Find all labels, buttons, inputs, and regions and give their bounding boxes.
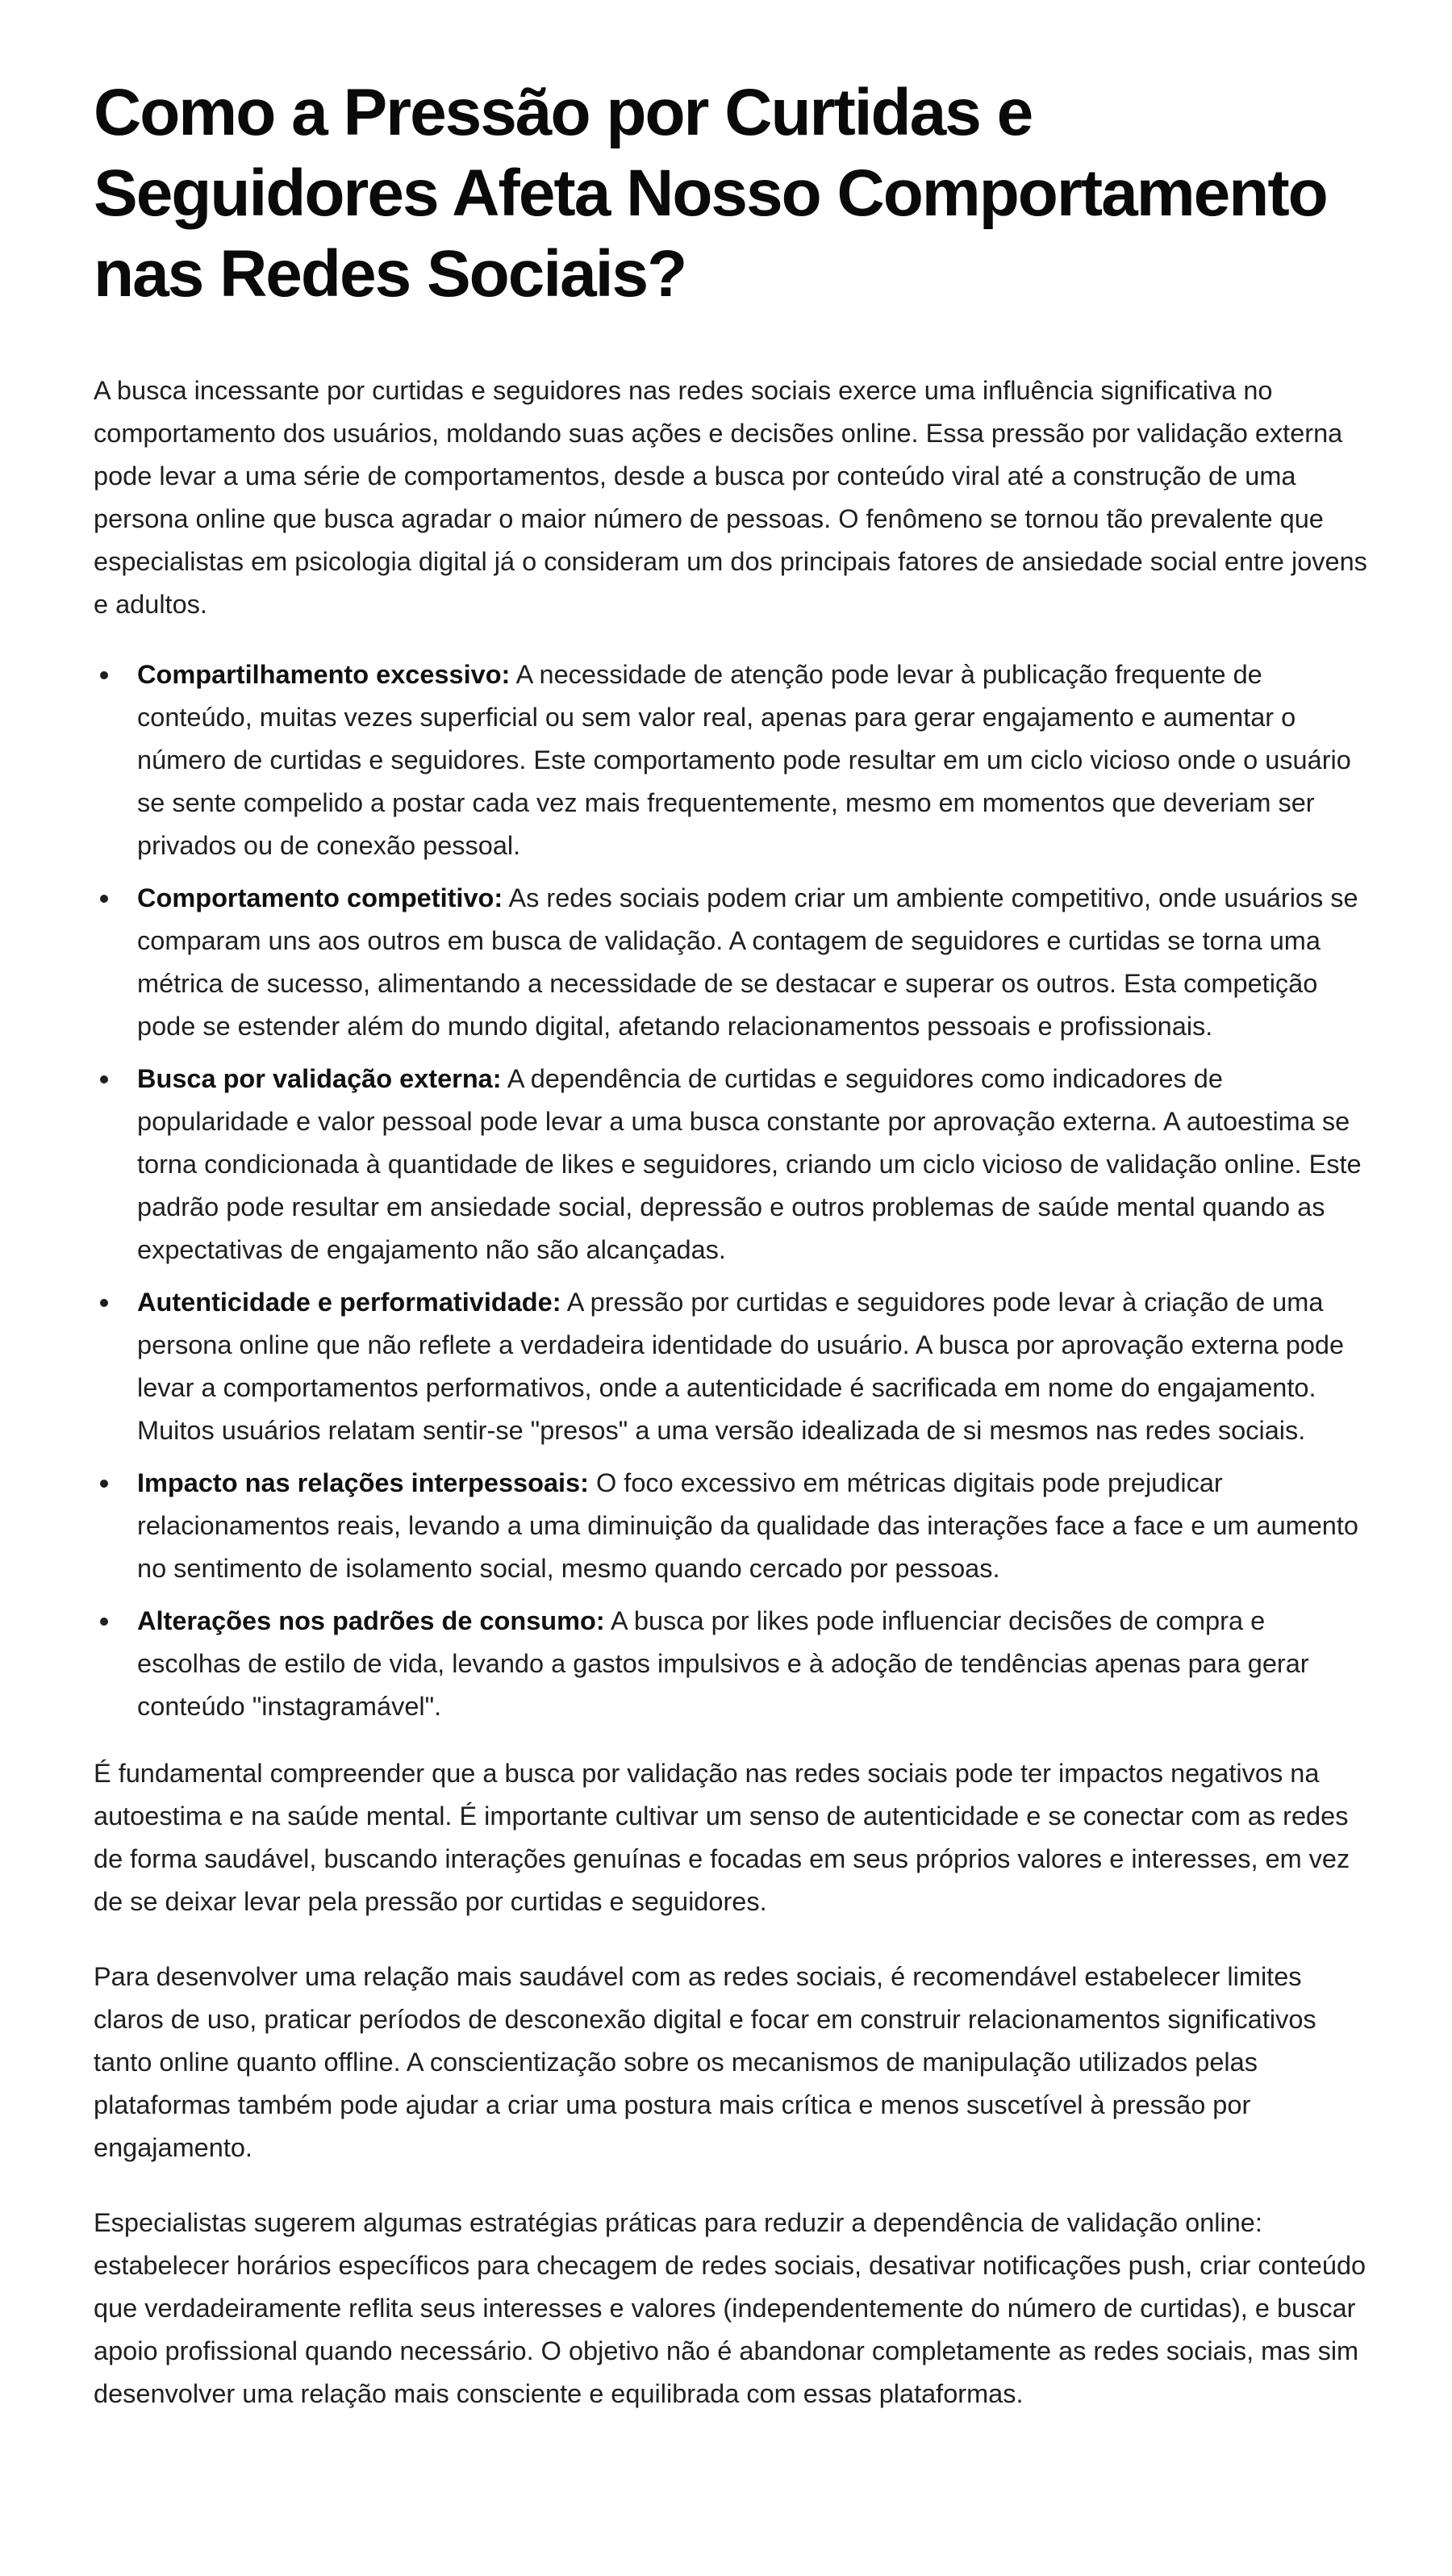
list-item-term: Comportamento competitivo: [137, 883, 503, 912]
list-item [94, 1281, 1368, 1452]
list-item-text: A dependência de curtidas e seguidores como indicadores de popularidade e valor pessoal pode levar a uma busca constante por aprovação externa. A autoestima se torna condicionada à quantidade de likes e seguidores, criando um ciclo vicioso de validação online. Este padrão pode resultar em ansiedade social, depressão e outros problemas de saúde mental quando as expectativas de engajamento não são alcançadas. [137, 1064, 1362, 1264]
list-item-text: As redes sociais podem criar um ambiente competitivo, onde usuários se comparam uns aos outros em busca de validação. A contagem de seguidores e curtidas se torna uma métrica de sucesso, alimentando a necessidade de se destacar e superar os outros. Esta competição pode se estender além do mundo digital, afetando relacionamentos pessoais e profissionais. [137, 883, 1358, 1041]
list-item-text: A busca por likes pode influenciar decisões de compra e escolhas de estilo de vida, levando a gastos impulsivos e à adoção de tendências apenas para gerar conteúdo "instagramável". [137, 1606, 1309, 1721]
bullet-list [94, 653, 1368, 1728]
list-item [94, 877, 1368, 1048]
list-item-term: Impacto nas relações interpessoais: [137, 1468, 589, 1497]
article-title: Como a Pressão por Curtidas e Seguidores Afeta Nosso Comportamento nas Redes Sociais? [94, 76, 1327, 311]
body-paragraph: É fundamental compreender que a busca por validação nas redes sociais pode ter impactos negativos na autoestima e na saúde mental. É importante cultivar um senso de autenticidade e se conectar com as redes de forma saudável, buscando interações genuínas e focadas em seus próprios valores e interesses, em vez de se deixar levar pela pressão por curtidas e seguidores. [94, 1759, 1350, 1916]
article [94, 73, 1368, 2415]
list-item [94, 1058, 1368, 1271]
body-paragraph: Especialistas sugerem algumas estratégias práticas para reduzir a dependência de validação online: estabelecer horários específicos para checagem de redes sociais, desativar notificações push, criar conteúdo que verdadeiramente reflita seus interesses e valores (independentemente do número de curtidas), e buscar apoio profissional quando necessário. O objetivo não é abandonar completamente as redes sociais, mas sim desenvolver uma relação mais consciente e equilibrada com essas plataformas. [94, 2208, 1366, 2408]
list-item-term: Alterações nos padrões de consumo: [137, 1606, 605, 1635]
list-item-term: Compartilhamento excessivo: [137, 660, 511, 689]
body-paragraph: Para desenvolver uma relação mais saudável com as redes sociais, é recomendável estabelecer limites claros de uso, praticar períodos de desconexão digital e focar em construir relacionamentos significativos tanto online quanto offline. A conscientização sobre os mecanismos de manipulação utilizados pelas plataformas também pode ajudar a criar uma postura mais crítica e menos suscetível à pressão por engajamento. [94, 1962, 1316, 2162]
list-item [94, 653, 1368, 867]
list-item [94, 1462, 1368, 1590]
list-item-term: Autenticidade e performatividade: [137, 1288, 561, 1317]
list-item [94, 1600, 1368, 1728]
list-item-text: A necessidade de atenção pode levar à publicação frequente de conteúdo, muitas vezes superficial ou sem valor real, apenas para gerar engajamento e aumentar o número de curtidas e seguidores. Este comportamento pode resultar em um ciclo vicioso onde o usuário se sente compelido a postar cada vez mais frequentemente, mesmo em momentos que deveriam ser privados ou de conexão pessoal. [137, 660, 1351, 860]
intro-paragraph: A busca incessante por curtidas e seguidores nas redes sociais exerce uma influência significativa no comportamento dos usuários, moldando suas ações e decisões online. Essa pressão por validação externa pode levar a uma série de comportamentos, desde a busca por conteúdo viral até a construção de uma persona online que busca agradar o maior número de pessoas. O fenômeno se tornou tão prevalente que especialistas em psicologia digital já o consideram um dos principais fatores de ansiedade social entre jovens e adultos. [94, 376, 1367, 619]
list-item-text: O foco excessivo em métricas digitais pode prejudicar relacionamentos reais, levando a uma diminuição da qualidade das interações face a face e um aumento no sentimento de isolamento social, mesmo quando cercado por pessoas. [137, 1468, 1358, 1583]
list-item-term: Busca por validação externa: [137, 1064, 502, 1093]
list-item-text: A pressão por curtidas e seguidores pode levar à criação de uma persona online que não reflete a verdadeira identidade do usuário. A busca por aprovação externa pode levar a comportamentos performativos, onde a autenticidade é sacrificada em nome do engajamento. Muitos usuários relatam sentir-se "presos" a uma versão idealizada de si mesmos nas redes sociais. [137, 1288, 1345, 1445]
